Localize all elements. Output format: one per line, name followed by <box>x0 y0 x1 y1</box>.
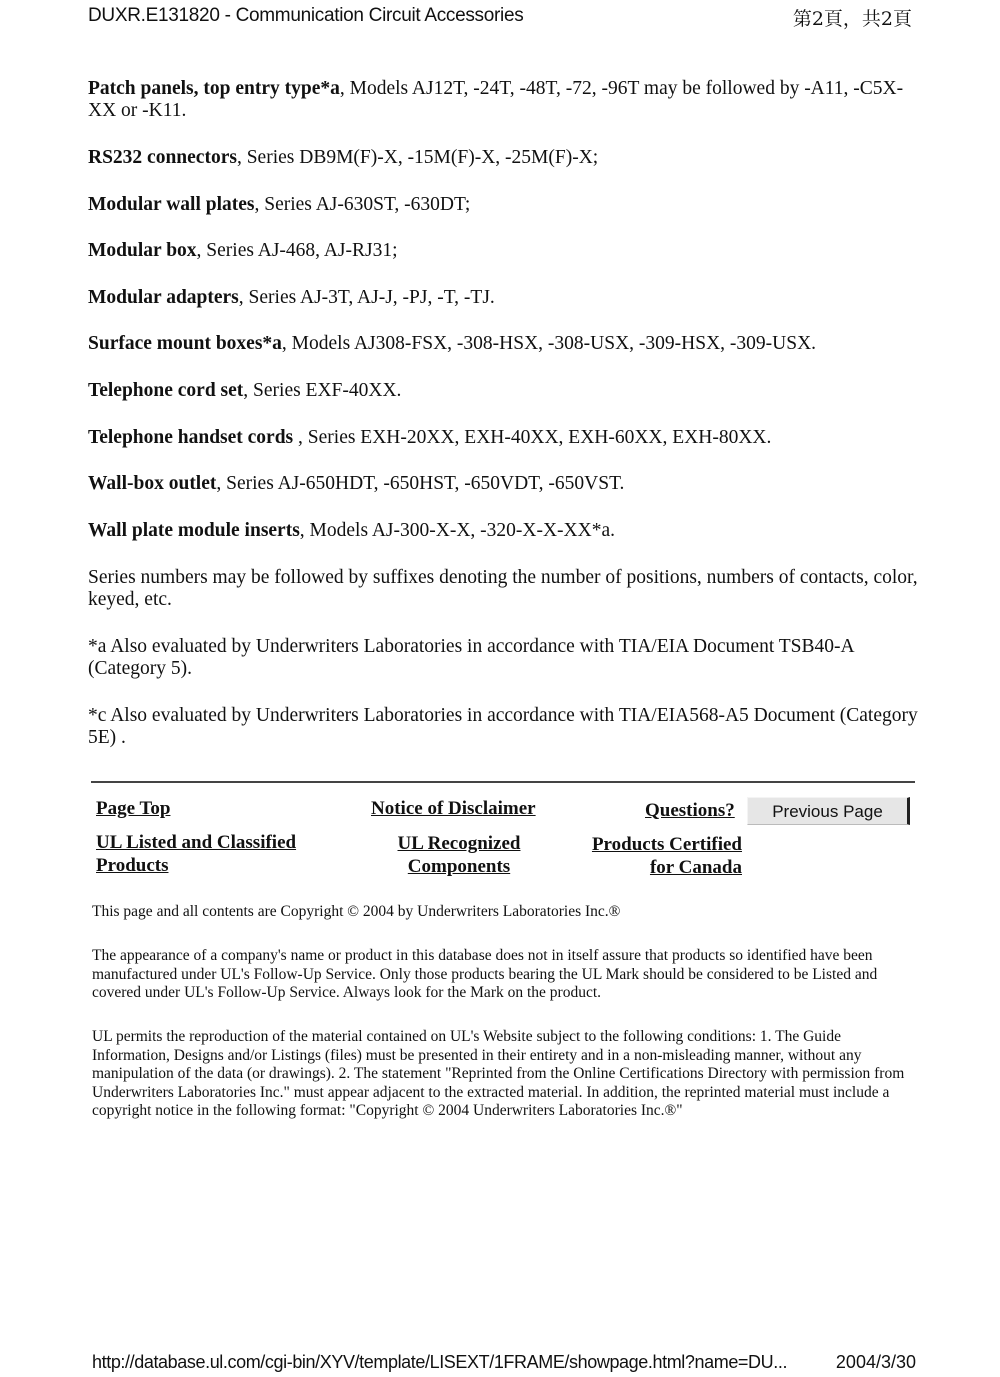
listing-name: Telephone handset cords <box>88 427 294 448</box>
note-series-suffixes: Series numbers may be followed by suffixes denoting the number of positions, numbers of contacts, color, keyed, etc. <box>88 567 918 610</box>
listing-detail: , Series AJ-630ST, -630DT; <box>254 194 471 215</box>
footer-divider <box>91 781 915 783</box>
page-top-link[interactable]: Page Top <box>96 798 171 819</box>
listing-patch-panels <box>88 78 918 122</box>
ul-listed-link-line2: Products <box>96 855 169 876</box>
listing-detail: , Series AJ-650HDT, -650HST, -650VDT, -650VST. <box>216 473 625 494</box>
listing-modular-adapters <box>88 287 918 309</box>
ul-recognized-link-line1: UL Recognized <box>397 833 521 854</box>
listing-detail: , Series EXF-40XX. <box>243 380 402 401</box>
listing-detail: , Series EXH-20XX, EXH-40XX, EXH-60XX, EXH-80XX. <box>293 427 772 448</box>
questions-link[interactable]: Questions? <box>645 800 735 821</box>
listing-detail: , Models AJ12T, -24T, -48T, -72, -96T may be followed by -A11, -C5X-XX or -K11. <box>88 78 904 121</box>
listing-name: Modular wall plates <box>88 194 255 215</box>
listing-name: Surface mount boxes*a <box>88 333 282 354</box>
note-footnote-c: *c Also evaluated by Underwriters Laboratories in accordance with TIA/EIA568-A5 Document (Category 5E) . <box>88 705 918 748</box>
listing-detail: , Models AJ-300-X-X, -320-X-X-XX*a. <box>299 520 615 541</box>
print-url: http://database.ul.com/cgi-bin/XYV/template/LISEXT/1FRAME/showpage.html?name=DU... <box>92 1352 788 1372</box>
listing-detail: , Series DB9M(F)-X, -15M(F)-X, -25M(F)-X; <box>236 147 599 168</box>
listing-surface-mount-boxes <box>88 333 918 355</box>
copyright-notice: This page and all contents are Copyright © 2004 by Underwriters Laboratories Inc.® <box>92 903 621 920</box>
reproduction-conditions: UL permits the reproduction of the material contained on UL's Website subject to the following conditions: 1. The Guide Information, Designs and/or Listings (files) must be presented in their entirety and in a non-misleading manner, without any manipulation of the data (or drawings). 2. The statement "Reprinted from the Online Certifications Directory with permission from Underwriters Laboratories Inc." must appear adjacent to the extracted material. In addition, the reprinted material must include a copyright notice in the following format: "Copyright © 2004 Underwriters Laboratories Inc.®" <box>92 1028 905 1119</box>
listing-wall-plate-inserts <box>88 520 918 542</box>
ul-recognized-link-line2: Components <box>407 856 511 877</box>
listing-rs232-connectors <box>88 147 918 169</box>
listing-wall-box-outlet <box>88 473 918 495</box>
listing-name: Modular adapters <box>88 287 239 308</box>
ul-listed-link[interactable] <box>96 831 296 877</box>
listing-telephone-cord-set <box>88 380 918 402</box>
print-date: 2004/3/30 <box>835 1352 916 1372</box>
listing-name: Telephone cord set <box>88 380 244 401</box>
listing-modular-wall-plates <box>88 194 918 216</box>
listing-detail: , Models AJ308-FSX, -308-HSX, -308-USX, -309-HSX, -309-USX. <box>281 333 817 354</box>
listing-detail: , Series AJ-468, AJ-RJ31; <box>196 240 398 261</box>
ul-listed-link-line1: UL Listed and Classified <box>96 832 297 853</box>
listing-name: Patch panels, top entry type*a <box>88 78 340 99</box>
canada-products-link-line2: for Canada <box>649 857 742 878</box>
document-title: DUXR.E131820 - Communication Circuit Accessories <box>88 5 524 26</box>
listing-name: RS232 connectors <box>88 147 237 168</box>
listing-name: Wall plate module inserts <box>88 520 300 541</box>
listing-name: Wall-box outlet <box>88 473 217 494</box>
previous-page-button[interactable]: Previous Page <box>747 797 910 825</box>
canada-products-link-line1: Products Certified <box>591 834 742 855</box>
note-footnote-a: *a Also evaluated by Underwriters Laboratories in accordance with TIA/EIA Document TSB40-A (Category 5). <box>88 636 854 679</box>
page-indicator: 第2頁，共2頁 <box>792 8 912 30</box>
disclaimer-link[interactable]: Notice of Disclaimer <box>371 798 536 819</box>
listing-modular-box <box>88 240 918 262</box>
appearance-disclaimer: The appearance of a company's name or product in this database does not in itself assure that products so identified have been manufactured under UL's Follow-Up Service. Only those products bearing the UL Mark should be considered to be Listed and covered under UL's Follow-Up Service. Always look for the Mark on the product. <box>92 947 878 1001</box>
canada-products-link[interactable] <box>570 833 742 879</box>
listing-telephone-handset-cords <box>88 427 918 449</box>
ul-recognized-link[interactable] <box>380 832 538 878</box>
listing-detail: , Series AJ-3T, AJ-J, -PJ, -T, -TJ. <box>238 287 495 308</box>
listing-name: Modular box <box>88 240 197 261</box>
